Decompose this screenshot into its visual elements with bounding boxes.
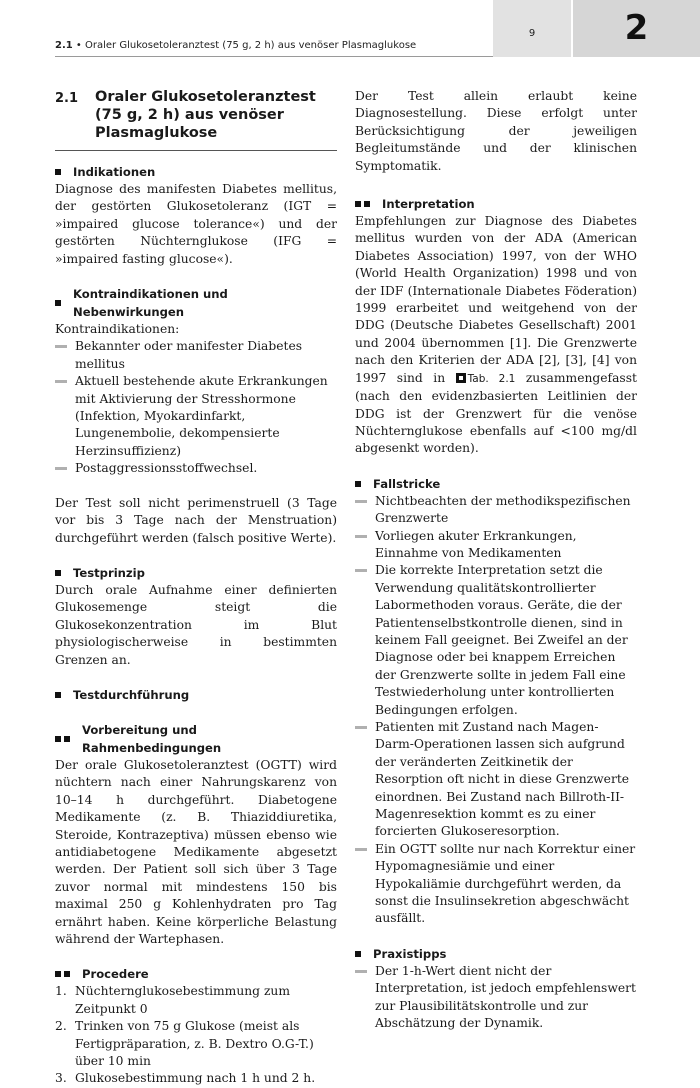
double-square-bullet-icon (55, 971, 73, 977)
square-bullet-icon (55, 300, 64, 306)
vorbereitung-text: Der orale Glukosetoleranztest (OGTT) wird nüchtern nach einer Nahrungskarenz von 10–14 h durchgeführt. Diabetogene Medikamente (z. B. Thiaziddiuretika, Steroide, Kontrazeptiva) müssen ebenso wie antidiabetogene Medikamente abgesetzt werden. Der Patient soll sich über 3 Tage zuvor normal mit mindestens 150 bis maximal 250 g Kohlenhydraten pro Tag ernährt haben. Keine körperliche Belastung während der Wartephasen. (55, 757, 337, 946)
double-square-bullet-icon (355, 201, 373, 207)
kontra-note: Der Test soll nicht perimenstruell (3 Tage vor bis 3 Tage nach der Menstruation) durchgeführt werden (falsch positive Werte). (55, 495, 337, 545)
kontra-list (55, 338, 337, 477)
list-item: Bekannter oder manifester Diabetes mellitus (55, 338, 337, 373)
list-item: Ein OGTT sollte nur nach Korrektur einer Hypomagnesiämie und einer Hypokaliämie durchgeführt werden, da sonst die Insulinsekretion abgeschwächt ausfällt. (355, 841, 637, 928)
running-head-bullet: • (75, 40, 82, 51)
heading-indikationen: Indikationen (55, 163, 337, 181)
section-heading (95, 88, 316, 142)
right-column (355, 88, 637, 1033)
page-number-tab (493, 0, 571, 57)
list-item: Nichtbeachten der methodikspezifischen Grenzwerte (355, 493, 637, 528)
table-reference-icon (456, 373, 466, 383)
list-item: Die korrekte Interpretation setzt die Verwendung qualitätskontrollierter Labormethoden voraus. Geräte, die der Patientenselbstkontrolle dienen, sind in keinem Fall geeignet. Bei Zweifel an der Diagnose oder bei knappem Erreichen der Grenzwerte sollte in jedem Fall eine Testwiederholung unter kontrollierten Bedingungen erfolgen. (355, 562, 637, 719)
square-bullet-icon (55, 692, 64, 698)
list-item: 1. Nüchternglukosebestimmung zum Zeitpunkt 0 (55, 984, 291, 1016)
square-bullet-icon (55, 570, 64, 576)
heading-fallstricke: Fallstricke (355, 475, 637, 493)
heading-testdurchfuehrung: Testdurchführung (55, 686, 337, 704)
section-heading-line-2: (75 g, 2 h) aus venöser (95, 107, 284, 123)
section-heading-line-1: Oraler Glukosetoleranztest (95, 89, 316, 105)
square-bullet-icon (355, 481, 364, 487)
chapter-number: 2 (624, 8, 649, 48)
section-number: 2.1 (55, 91, 79, 106)
running-head (55, 40, 416, 51)
list-item: Der 1-h-Wert dient nicht der Interpretation, ist jedoch empfehlenswert zur Plausibilitätskontrolle und zur Abschätzung der Dynamik. (355, 963, 637, 1033)
list-item: Vorliegen akuter Erkrankungen, Einnahme von Medikamenten (355, 528, 637, 563)
heading-praxistipps: Praxistipps (355, 945, 637, 963)
heading-vorbereitung: Vorbereitung und Rahmenbedingungen (55, 721, 337, 757)
left-column (55, 88, 337, 1088)
list-item: Postaggressionsstoffwechsel. (55, 460, 337, 477)
table-reference[interactable]: Tab. 2.1 (467, 372, 516, 385)
list-item: 2. Trinken von 75 g Glukose (meist als Fertigpräparation, z. B. Dextro O.G-T.) über 10 min (55, 1019, 314, 1069)
square-bullet-icon (355, 951, 364, 957)
header-rule (55, 56, 493, 57)
kontra-intro: Kontraindikationen: (55, 322, 180, 337)
list-item: 3. Glukosebestimmung nach 1 h und 2 h. (55, 1071, 316, 1086)
heading-procedere: Procedere (55, 965, 337, 983)
heading-testprinzip: Testprinzip (55, 564, 337, 582)
interpretation-text: Empfehlungen zur Diagnose des Diabetes mellitus wurden von der ADA (American Diabetes Association) 1997, von der WHO (World Health Organization) 1998 und von der IDF (Internationale Diabetes Föderation) 1999 erarbeitet und weitgehend von der DDG (Deutsche Diabetes Gesellschaft) 2001 und 2004 übernommen [1]. Die Grenzwerte nach den Kriterien der ADA [2], [3], [4] von 1997 sind in Tab. 2.1 zusammengefasst (nach den evidenzbasierten Leitlinien der DDG ist der Grenzwert für die venöse Nüchternglukose ebenfalls auf <100 mg/dl abgesenkt worden). (355, 214, 637, 456)
running-head-section: 2.1 (55, 40, 73, 51)
chapter-tab (573, 0, 700, 57)
indikationen-text: Diagnose des manifesten Diabetes mellitus, der gestörten Glukosetoleranz (IGT = »impaired glucose tolerance«) und der gestörten Nüchternglukose (IFG = »impaired fasting glucose«). (55, 182, 337, 266)
section-heading-line-3: Plasmaglukose (95, 125, 218, 141)
heading-interpretation: Interpretation (355, 195, 637, 213)
intro-text: Der Test allein erlaubt keine Diagnosestellung. Diese erfolgt unter Berücksichtigung der jeweiligen Begleitumstände und der klinischen Symptomatik. (355, 89, 637, 173)
running-head-title: Oraler Glukosetoleranztest (75 g, 2 h) aus venöser Plasmaglukose (85, 40, 417, 51)
section-title (55, 88, 337, 151)
list-item: Patienten mit Zustand nach Magen-Darm-Operationen lassen sich aufgrund der veränderten Zeitkinetik der Resorption oft nicht in diese Grenzwerte einordnen. Bei Zustand nach Billroth-II-Magenresektion kommt es zu einer forcierten Glukoseresorption. (355, 719, 637, 841)
list-item: Aktuell bestehende akute Erkrankungen mit Aktivierung der Stresshormone (Infektion, Myokardinfarkt, Lungenembolie, dekompensierte Herzinsuffizienz) (55, 373, 337, 460)
praxistipps-list (355, 963, 637, 1033)
page-number: 9 (528, 28, 536, 39)
square-bullet-icon (55, 169, 64, 175)
heading-kontraindikationen: Kontraindikationen und Nebenwirkungen (55, 285, 337, 321)
fallstricke-list (355, 493, 637, 928)
testprinzip-text: Durch orale Aufnahme einer definierten Glukosemenge steigt die Glukosekonzentration im Blut physiologischerweise in bestimmten Grenzen an. (55, 582, 337, 667)
procedere-list (55, 983, 337, 1087)
double-square-bullet-icon (55, 736, 73, 742)
